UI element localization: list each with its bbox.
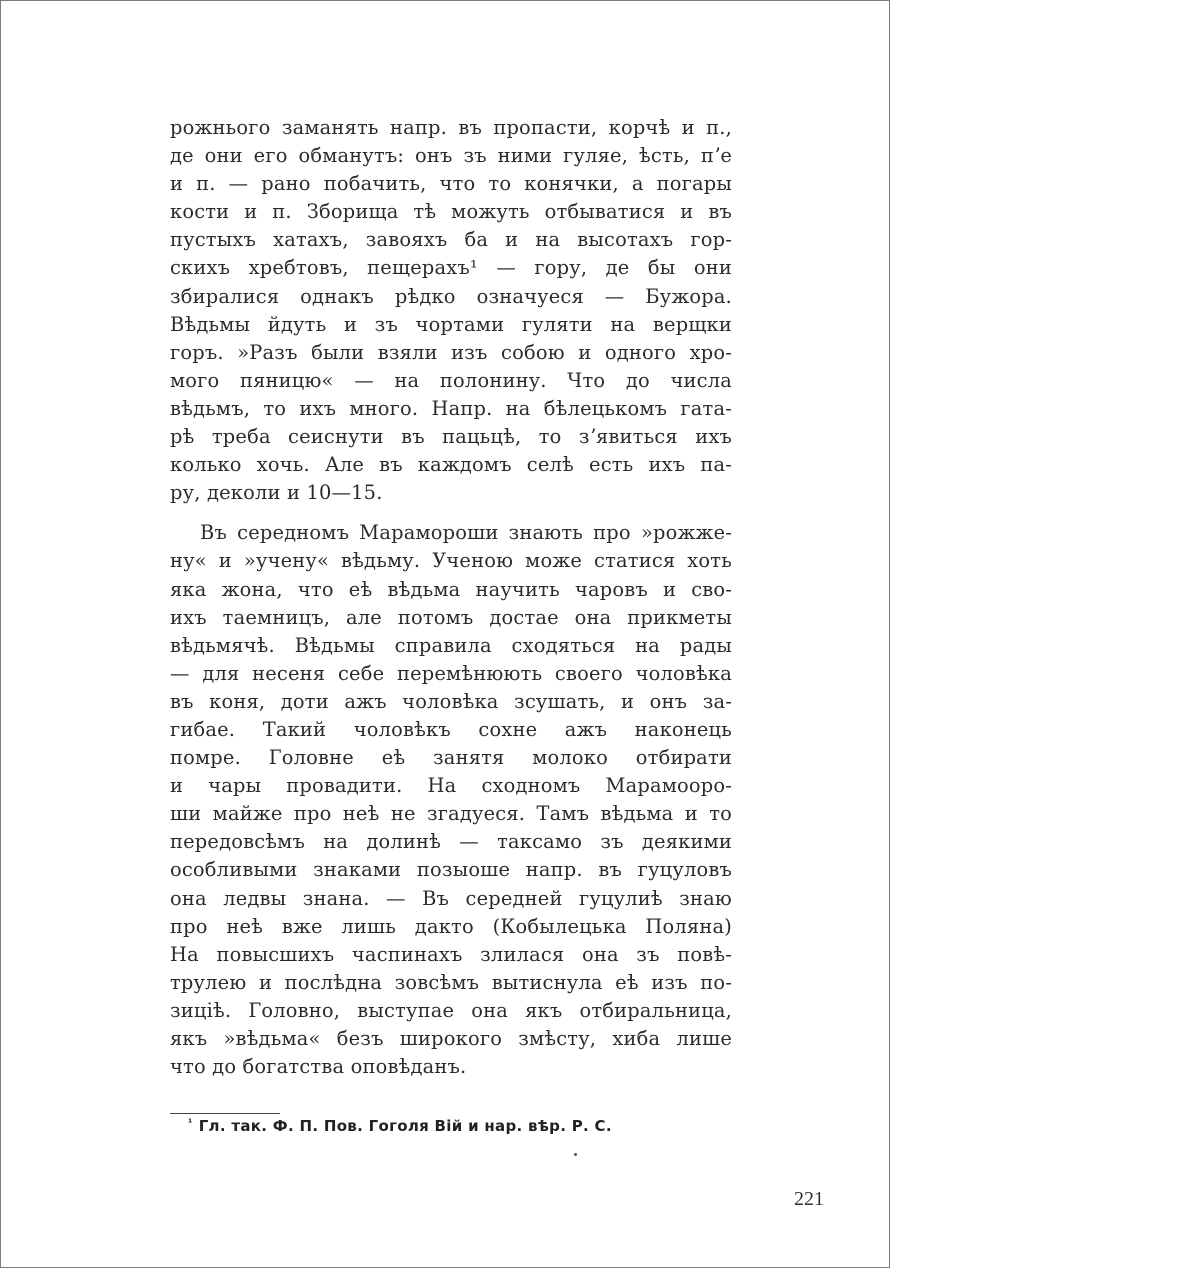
scanned-text-column — [170, 114, 732, 1081]
text-line: ру, деколи и 10—15. — [170, 481, 383, 505]
paragraph-1 — [170, 114, 732, 507]
text-line: про неѣ вже лишь дакто (Кобылецька Поляна) — [170, 914, 732, 938]
text-line: и чары провадити. На сходномъ Марамооро- — [170, 774, 732, 798]
paragraph-gap — [170, 507, 732, 519]
text-line: рѣ треба сеиснути въ пацьцѣ, то зʼявиться ихъ — [170, 425, 732, 449]
footnote-marker: ¹ — [188, 1118, 193, 1129]
text-line: — для несеня себе перемѣнюють своего чоловѣка — [170, 661, 732, 685]
text-line: ши майже про неѣ не згадуеся. Тамъ вѣдьма и то — [170, 802, 732, 826]
text-line: вѣдьмячѣ. Вѣдьмы справила сходяться на рады — [170, 633, 732, 657]
text-line: кости и п. Зборища тѣ можуть отбыватися и въ — [170, 200, 732, 224]
text-line: помре. Головне еѣ занятя молоко отбирати — [170, 746, 732, 770]
text-line: На повысшихъ часпинахъ злилася она зъ повѣ- — [170, 942, 732, 966]
text-line: рожнього заманять напр. въ пропасти, корчѣ и п., — [170, 116, 732, 139]
text-line: въ коня, доти ажъ чоловѣка зсушать, и онъ за- — [170, 689, 732, 713]
text-line: особливыми знаками позыоше напр. въ гуцуловъ — [170, 858, 732, 882]
text-line: збиралися однакъ рѣдко означуеся — Бужора. — [170, 284, 732, 308]
text-line: трулею и послѣдна зовсѣмъ вытиснула еѣ изъ по- — [170, 970, 732, 994]
text-line: ихъ таемницъ, але потомъ достае она прикметы — [170, 605, 732, 629]
text-line: якъ »вѣдьма« безъ широкого змѣсту, хиба лише — [170, 1027, 732, 1050]
text-line: мого пяницю« — на полонину. Что до числа — [170, 368, 732, 392]
text-line: передовсѣмъ на долинѣ — таксамо зъ деякими — [170, 830, 732, 854]
text-line: горъ. »Разъ были взяли изъ собою и одного хро- — [170, 340, 732, 364]
text-line: колько хочь. Але въ каждомъ селѣ есть ихъ па- — [170, 453, 732, 477]
footnote — [188, 1117, 612, 1135]
text-line: вѣдьмъ, то ихъ много. Напр. на бѣлецькомъ гата- — [170, 396, 732, 420]
text-line: и п. — рано побачить, что то конячки, а погары — [170, 172, 732, 196]
paragraph-2 — [170, 519, 732, 1081]
scan-speck — [574, 1153, 577, 1156]
text-line: зиціѣ. Головно, выступае она якъ отбиральница, — [170, 998, 732, 1022]
footnote-rule — [170, 1113, 280, 1114]
text-line: гибае. Такий чоловѣкъ сохне ажъ наконець — [170, 717, 732, 741]
text-line: Въ середномъ Марамороши знають про »рожже- — [200, 521, 732, 545]
footnote-text: Гл. так. Ф. П. Пов. Гоголя Вій и нар. вѣр. Р. С. — [198, 1117, 612, 1135]
page-number: 221 — [794, 1188, 824, 1210]
text-line: де они его обманутъ: онъ зъ ними гуляе, ѣсть, пʼе — [170, 144, 732, 168]
text-line: что до богатства оповѣданъ. — [170, 1055, 467, 1079]
text-line: Вѣдьмы йдуть и зъ чортами гуляти на верщки — [170, 312, 732, 336]
text-line: ну« и »учену« вѣдьму. Ученою може статися хоть — [170, 549, 732, 573]
text-line: скихъ хребтовъ, пещерахъ¹ — гору, де бы они — [170, 256, 732, 280]
text-line: пустыхъ хатахъ, завояхъ ба и на высотахъ гор- — [170, 228, 732, 252]
text-line: она ледвы знана. — Въ середней гуцулиѣ знаю — [170, 886, 732, 910]
text-line: яка жона, что еѣ вѣдьма научить чаровъ и сво- — [170, 577, 732, 601]
